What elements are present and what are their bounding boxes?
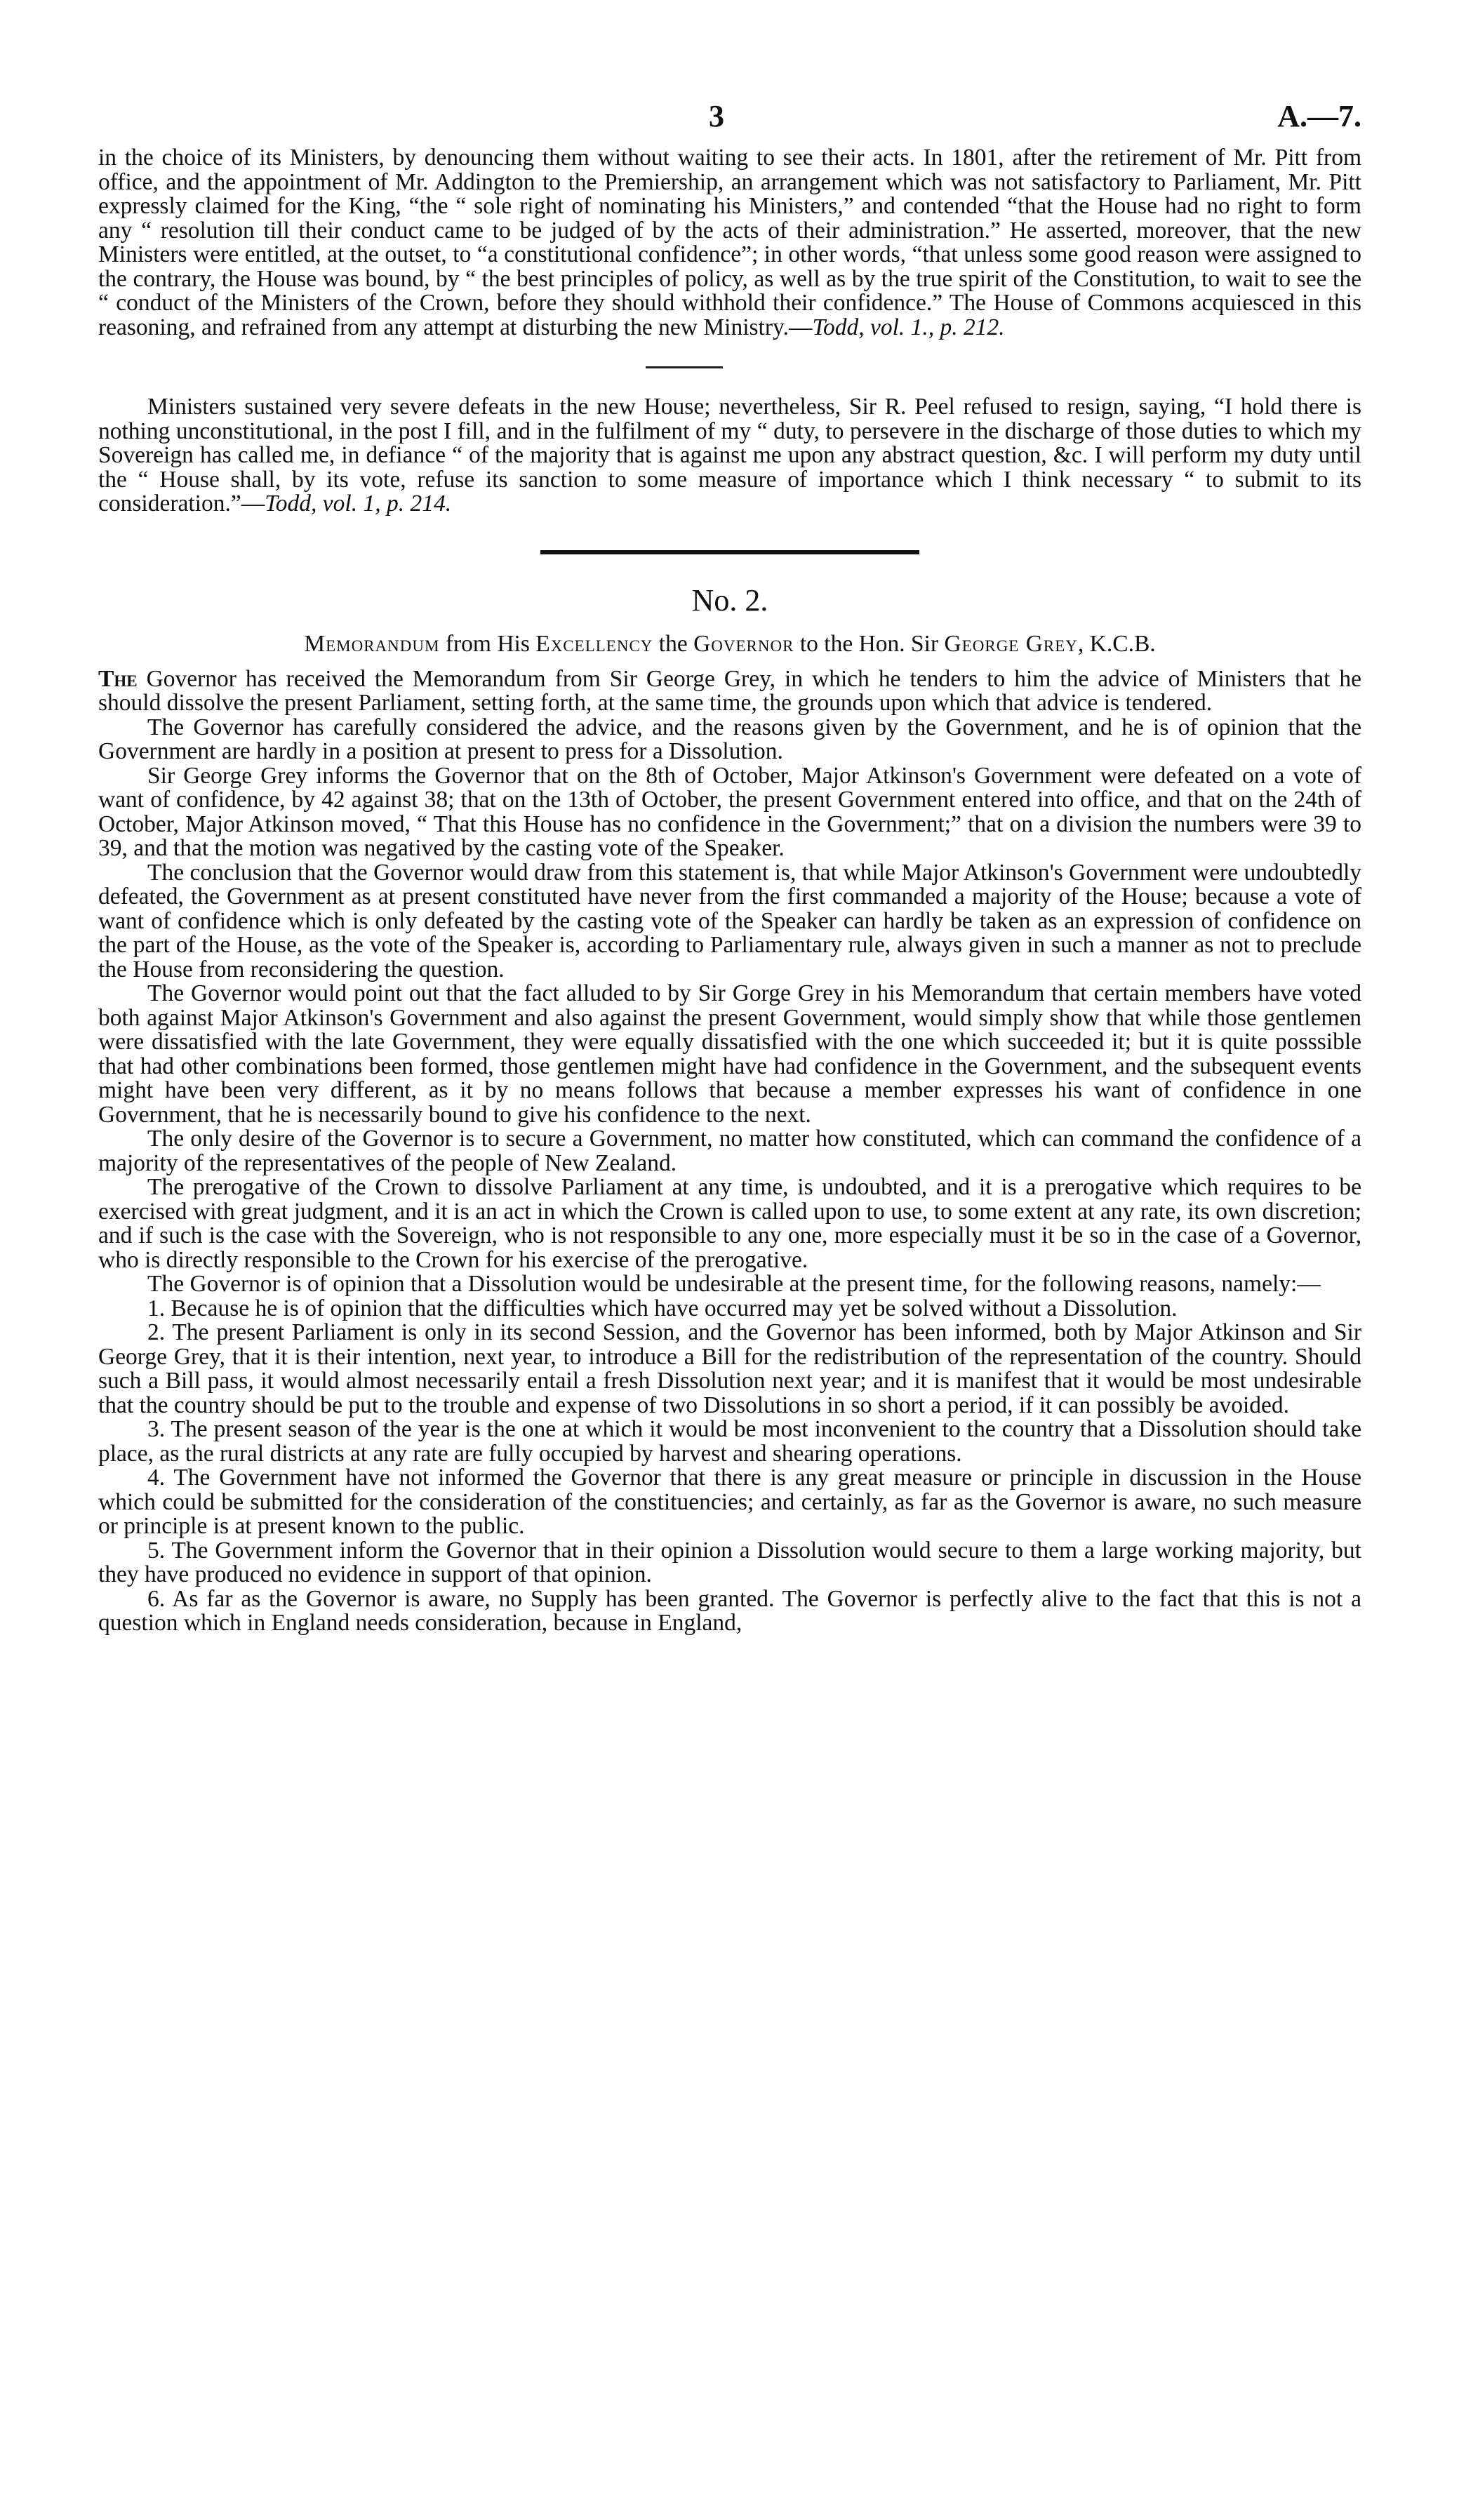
reason-2: 2. The present Parliament is only in its second Session, and the Governor has been informed, both by Major Atkinson and Sir George Grey, that it is their intention, next year, to introduce a Bill for the redistribution of the representation of the country. Should such a Bill pass, it would almost necessarily entail a fresh Dissolution next year; and it is manifest that it would be most undesirable that the country should be put to the trouble and expense of two Dissolutions in so short a period, if it can possibly be avoided. — [98, 1319, 1361, 1418]
reason-5: 5. The Government inform the Governor that in their opinion a Dissolution would secure to them a large working majority, but they have produced no evidence in support of that opinion. — [98, 1537, 1361, 1587]
section-heading: No. 2. — [691, 582, 768, 618]
section-divider — [540, 550, 919, 554]
reason-6: 6. As far as the Governor is aware, no Supply has been granted. The Governor is perfectly alive to the fact that this is not a question which in England needs consideration, because in England, — [98, 1585, 1361, 1636]
page-number: 3 — [709, 99, 724, 133]
intro-paragraph-1-text: in the choice of its Ministers, by denouncing them without waiting to see their acts. In 1801, after the retirement of Mr. Pitt from office, and the appointment of Mr. Addington to the Premiership, an arrangement which was not satisfactory to Parliament, Mr. Pitt expressly claimed for the King, “the “ sole right of nominating his Ministers,” and contended “that the House had no right to form any “ resolution till their conduct came to be judged of by the acts of their administration.” He asserted, moreover, that the new Ministers were entitled, at the outset, to “a constitutional confidence”; in other words, “that unless some good reason were assigned to the contrary, the House was bound, by “ the best principles of policy, as well as by the true spirit of the Constitution, to wait to see the “ conduct of the Ministers of the Crown, before they should withhold their confidence.” The House of Commons acquiesced in this reasoning, and refrained from any attempt at disturbing the new Ministry.— — [98, 145, 1361, 340]
body-paragraph-2: The Governor has carefully considered the advice, and the reasons given by the Government, and he is of opinion that the Government are hardly in a position at present to press for a Dissolution. — [98, 714, 1361, 764]
title-text-4: , K.C.B. — [1077, 630, 1156, 657]
reason-4: 4. The Government have not informed the Governor that there is any great measure or principle in discussion in the House which could be submitted for the consideration of the constituencies; and certainly, as far as the Governor is aware, no such measure or principle is at present known to the public. — [98, 1465, 1361, 1539]
memorandum-title — [98, 631, 1361, 658]
page-header — [98, 98, 1361, 140]
reason-3: 3. The present season of the year is the one at which it would be most inconvenient to the country that a Dissolution should take place, as the rural districts at any rate are fully occupied by harvest and shearing operations. — [98, 1416, 1361, 1467]
body-paragraph-8: The Governor is of opinion that a Dissolution would be undesirable at the present time, for the following reasons, namely:— — [147, 1271, 1321, 1297]
citation-todd-212: Todd, vol. 1., p. 212. — [812, 314, 1005, 340]
first-word: The — [98, 665, 138, 692]
body-paragraph-1 — [98, 667, 1361, 716]
document-reference: A.—7. — [1277, 99, 1361, 133]
citation-todd-214: Todd, vol. 1, p. 214. — [265, 491, 452, 516]
body-paragraph-5: The Governor would point out that the fact alluded to by Sir Gorge Grey in his Memorandum that certain members have voted both against Major Atkinson's Government and also against the present Government, would simply show that while those gentlemen were dissatisfied with the late Government, they were equally dissatisfied with the one which succeeded it; but it is quite posssible that had other combinations been formed, those gentlemen might have had confidence in the Government, and the subsequent events might have been very different, as it by no means follows that because a member expresses his want of confidence in one Government, that he is necessarily bound to give his confidence to the next. — [98, 980, 1361, 1128]
intro-paragraph-2-text: Ministers sustained very severe defeats in the new House; nevertheless, Sir R. Peel refused to resign, saying, “I hold there is nothing unconstitutional, in the post I fill, and in the fulfilment of my “ duty, to persevere in the discharge of those duties to which my Sovereign has called me, in defiance “ of the majority that is against me upon any abstract question, &c. I will perform my duty until the “ House shall, by its vote, refuse its sanction to some measure of importance which I think necessary “ to submit to its consideration.”— — [98, 394, 1361, 516]
title-word-excellency: Excellency — [535, 630, 653, 657]
body-paragraph-3: Sir George Grey informs the Governor that on the 8th of October, Major Atkinson's Government were defeated on a vote of want of confidence, by 42 against 38; that on the 13th of October, the present Government entered into office, and that on the 24th of October, Major Atkinson moved, “ That this House has no confidence in the Government;” that on a division the numbers were 39 to 39, and that the motion was negatived by the casting vote of the Speaker. — [98, 762, 1361, 861]
title-word-george-grey: George Grey — [944, 630, 1078, 657]
body-paragraph-4: The conclusion that the Governor would draw from this statement is, that while Major Atkinson's Government were undoubtedly defeated, the Government as at present constituted have never from the first commanded a majority of the House; because a vote of want of confidence which is only defeated by the casting vote of the Speaker can hardly be taken as an expression of confidence on the part of the House, as the vote of the Speaker is, according to Parliamentary rule, always given in such a manner as not to preclude the House from reconsidering the question. — [98, 859, 1361, 982]
body-paragraph-6: The only desire of the Governor is to secure a Government, no matter how constituted, which can command the confidence of a majority of the representatives of the people of New Zealand. — [98, 1126, 1361, 1176]
title-word-governor: Governor — [693, 630, 794, 657]
title-text-3: to the Hon. Sir — [794, 630, 945, 657]
body-paragraph-1-text: Governor has received the Memorandum from Sir George Grey, in which he tenders to him the advice of Ministers that he should dissolve the present Parliament, setting forth, at the same time, the grounds upon which that advice is tendered. — [98, 665, 1361, 716]
intro-paragraph-2 — [98, 395, 1361, 516]
document-page — [98, 98, 1361, 1636]
short-divider — [646, 366, 723, 368]
body-paragraph-7: The prerogative of the Crown to dissolve Parliament at any time, is undoubted, and it is a prerogative which requires to be exercised with great judgment, and it is an act in which the Crown is called upon to use, to some extent at any rate, its own discretion; and if such is the case with the Sovereign, who is not responsible to any one, more especially must it be so in the case of a Governor, who is directly responsible to the Crown for his exercise of the prerogative. — [98, 1174, 1361, 1273]
title-word-memorandum: Memorandum — [304, 630, 440, 657]
title-text-2: the — [653, 630, 694, 657]
reason-1: 1. Because he is of opinion that the difficulties which have occurred may yet be solved without a Dissolution. — [147, 1295, 1178, 1321]
title-text-1: from His — [439, 630, 536, 657]
intro-paragraph-1 — [98, 146, 1361, 340]
